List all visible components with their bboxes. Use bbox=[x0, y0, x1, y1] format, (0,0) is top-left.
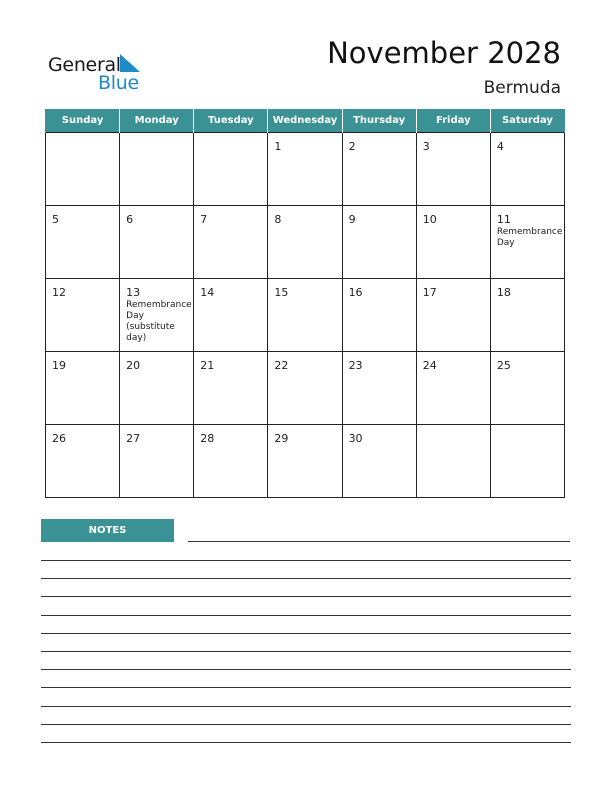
weekday-header: Tuesday bbox=[194, 109, 268, 133]
notes-line bbox=[41, 706, 571, 707]
day-number: 4 bbox=[496, 140, 504, 153]
day-cell bbox=[46, 133, 120, 206]
day-number: 19 bbox=[52, 359, 66, 372]
day-number: 8 bbox=[274, 213, 282, 226]
notes-header: NOTES bbox=[41, 519, 174, 542]
weekday-header: Saturday bbox=[490, 109, 564, 133]
day-cell bbox=[46, 352, 120, 425]
day-number: 9 bbox=[348, 213, 356, 226]
logo-triangle-icon bbox=[120, 54, 140, 72]
day-number: 20 bbox=[126, 359, 141, 372]
day-number: 28 bbox=[200, 432, 215, 445]
notes-line bbox=[41, 633, 571, 634]
day-cell bbox=[194, 279, 268, 352]
day-cell bbox=[490, 425, 564, 498]
day-number: 26 bbox=[52, 432, 66, 445]
weekday-header: Monday bbox=[120, 109, 194, 133]
day-number: 2 bbox=[348, 140, 356, 153]
day-cell bbox=[120, 352, 194, 425]
page-title: November 2028 bbox=[327, 36, 561, 70]
notes-line bbox=[41, 742, 571, 743]
day-cell bbox=[268, 279, 342, 352]
weekday-header: Thursday bbox=[342, 109, 416, 133]
holiday-label: Remembrance Day bbox=[496, 227, 563, 248]
day-cell bbox=[268, 425, 342, 498]
notes-line bbox=[41, 596, 571, 597]
day-number: 22 bbox=[274, 359, 289, 372]
day-cell bbox=[46, 206, 120, 279]
day-cell bbox=[416, 279, 490, 352]
day-number: 29 bbox=[274, 432, 289, 445]
day-cell bbox=[342, 279, 416, 352]
day-cell bbox=[46, 425, 120, 498]
day-number: 17 bbox=[422, 286, 437, 299]
day-number: 11 bbox=[496, 213, 511, 226]
day-cell bbox=[120, 425, 194, 498]
day-number: 25 bbox=[496, 359, 511, 372]
day-cell bbox=[194, 206, 268, 279]
day-number: 16 bbox=[348, 286, 363, 299]
notes-line bbox=[41, 669, 571, 670]
day-cell bbox=[490, 206, 564, 279]
day-cell bbox=[268, 206, 342, 279]
logo-text-general: General bbox=[48, 54, 121, 76]
weekday-header: Friday bbox=[416, 109, 490, 133]
day-cell bbox=[342, 206, 416, 279]
day-cell bbox=[416, 206, 490, 279]
logo-text-blue: Blue bbox=[98, 72, 139, 94]
page-subtitle: Bermuda bbox=[483, 78, 561, 98]
week-row bbox=[46, 133, 565, 206]
notes-line bbox=[41, 560, 571, 561]
day-cell bbox=[342, 133, 416, 206]
day-number: 18 bbox=[496, 286, 511, 299]
day-cell bbox=[490, 279, 564, 352]
day-cell bbox=[490, 133, 564, 206]
week-row bbox=[46, 279, 565, 352]
day-number: 7 bbox=[200, 213, 208, 226]
day-number: 27 bbox=[126, 432, 141, 445]
day-number: 3 bbox=[422, 140, 430, 153]
day-cell bbox=[490, 352, 564, 425]
day-cell bbox=[342, 425, 416, 498]
day-number: 5 bbox=[52, 213, 59, 226]
day-cell bbox=[416, 133, 490, 206]
notes-line bbox=[41, 615, 571, 616]
notes-line bbox=[188, 541, 570, 542]
notes-line bbox=[41, 651, 571, 652]
weekday-header: Sunday bbox=[46, 109, 120, 133]
notes-line bbox=[41, 687, 571, 688]
day-number: 12 bbox=[52, 286, 66, 299]
day-cell bbox=[268, 352, 342, 425]
notes-line bbox=[41, 578, 571, 579]
day-number: 10 bbox=[422, 213, 437, 226]
weekday-header-row bbox=[46, 109, 565, 133]
day-number: 30 bbox=[348, 432, 363, 445]
day-number: 21 bbox=[200, 359, 215, 372]
day-number: 13 bbox=[126, 286, 141, 299]
weekday-header: Wednesday bbox=[268, 109, 342, 133]
day-number: 24 bbox=[422, 359, 437, 372]
week-row bbox=[46, 425, 565, 498]
day-cell bbox=[120, 279, 194, 352]
day-cell bbox=[120, 133, 194, 206]
day-cell bbox=[416, 352, 490, 425]
day-number: 6 bbox=[126, 213, 134, 226]
day-cell bbox=[268, 133, 342, 206]
day-number: 1 bbox=[274, 140, 282, 153]
notes-line bbox=[41, 724, 571, 725]
day-number: 15 bbox=[274, 286, 289, 299]
day-cell bbox=[416, 425, 490, 498]
day-number: 14 bbox=[200, 286, 215, 299]
logo bbox=[48, 52, 158, 92]
day-cell bbox=[194, 425, 268, 498]
calendar-grid bbox=[45, 109, 565, 498]
calendar-body bbox=[46, 133, 565, 498]
day-cell bbox=[194, 352, 268, 425]
day-cell bbox=[46, 279, 120, 352]
holiday-label: Remembrance Day (substitute day) bbox=[126, 300, 192, 343]
week-row bbox=[46, 206, 565, 279]
day-number: 23 bbox=[348, 359, 363, 372]
day-cell bbox=[342, 352, 416, 425]
day-cell bbox=[194, 133, 268, 206]
week-row bbox=[46, 352, 565, 425]
day-cell bbox=[120, 206, 194, 279]
